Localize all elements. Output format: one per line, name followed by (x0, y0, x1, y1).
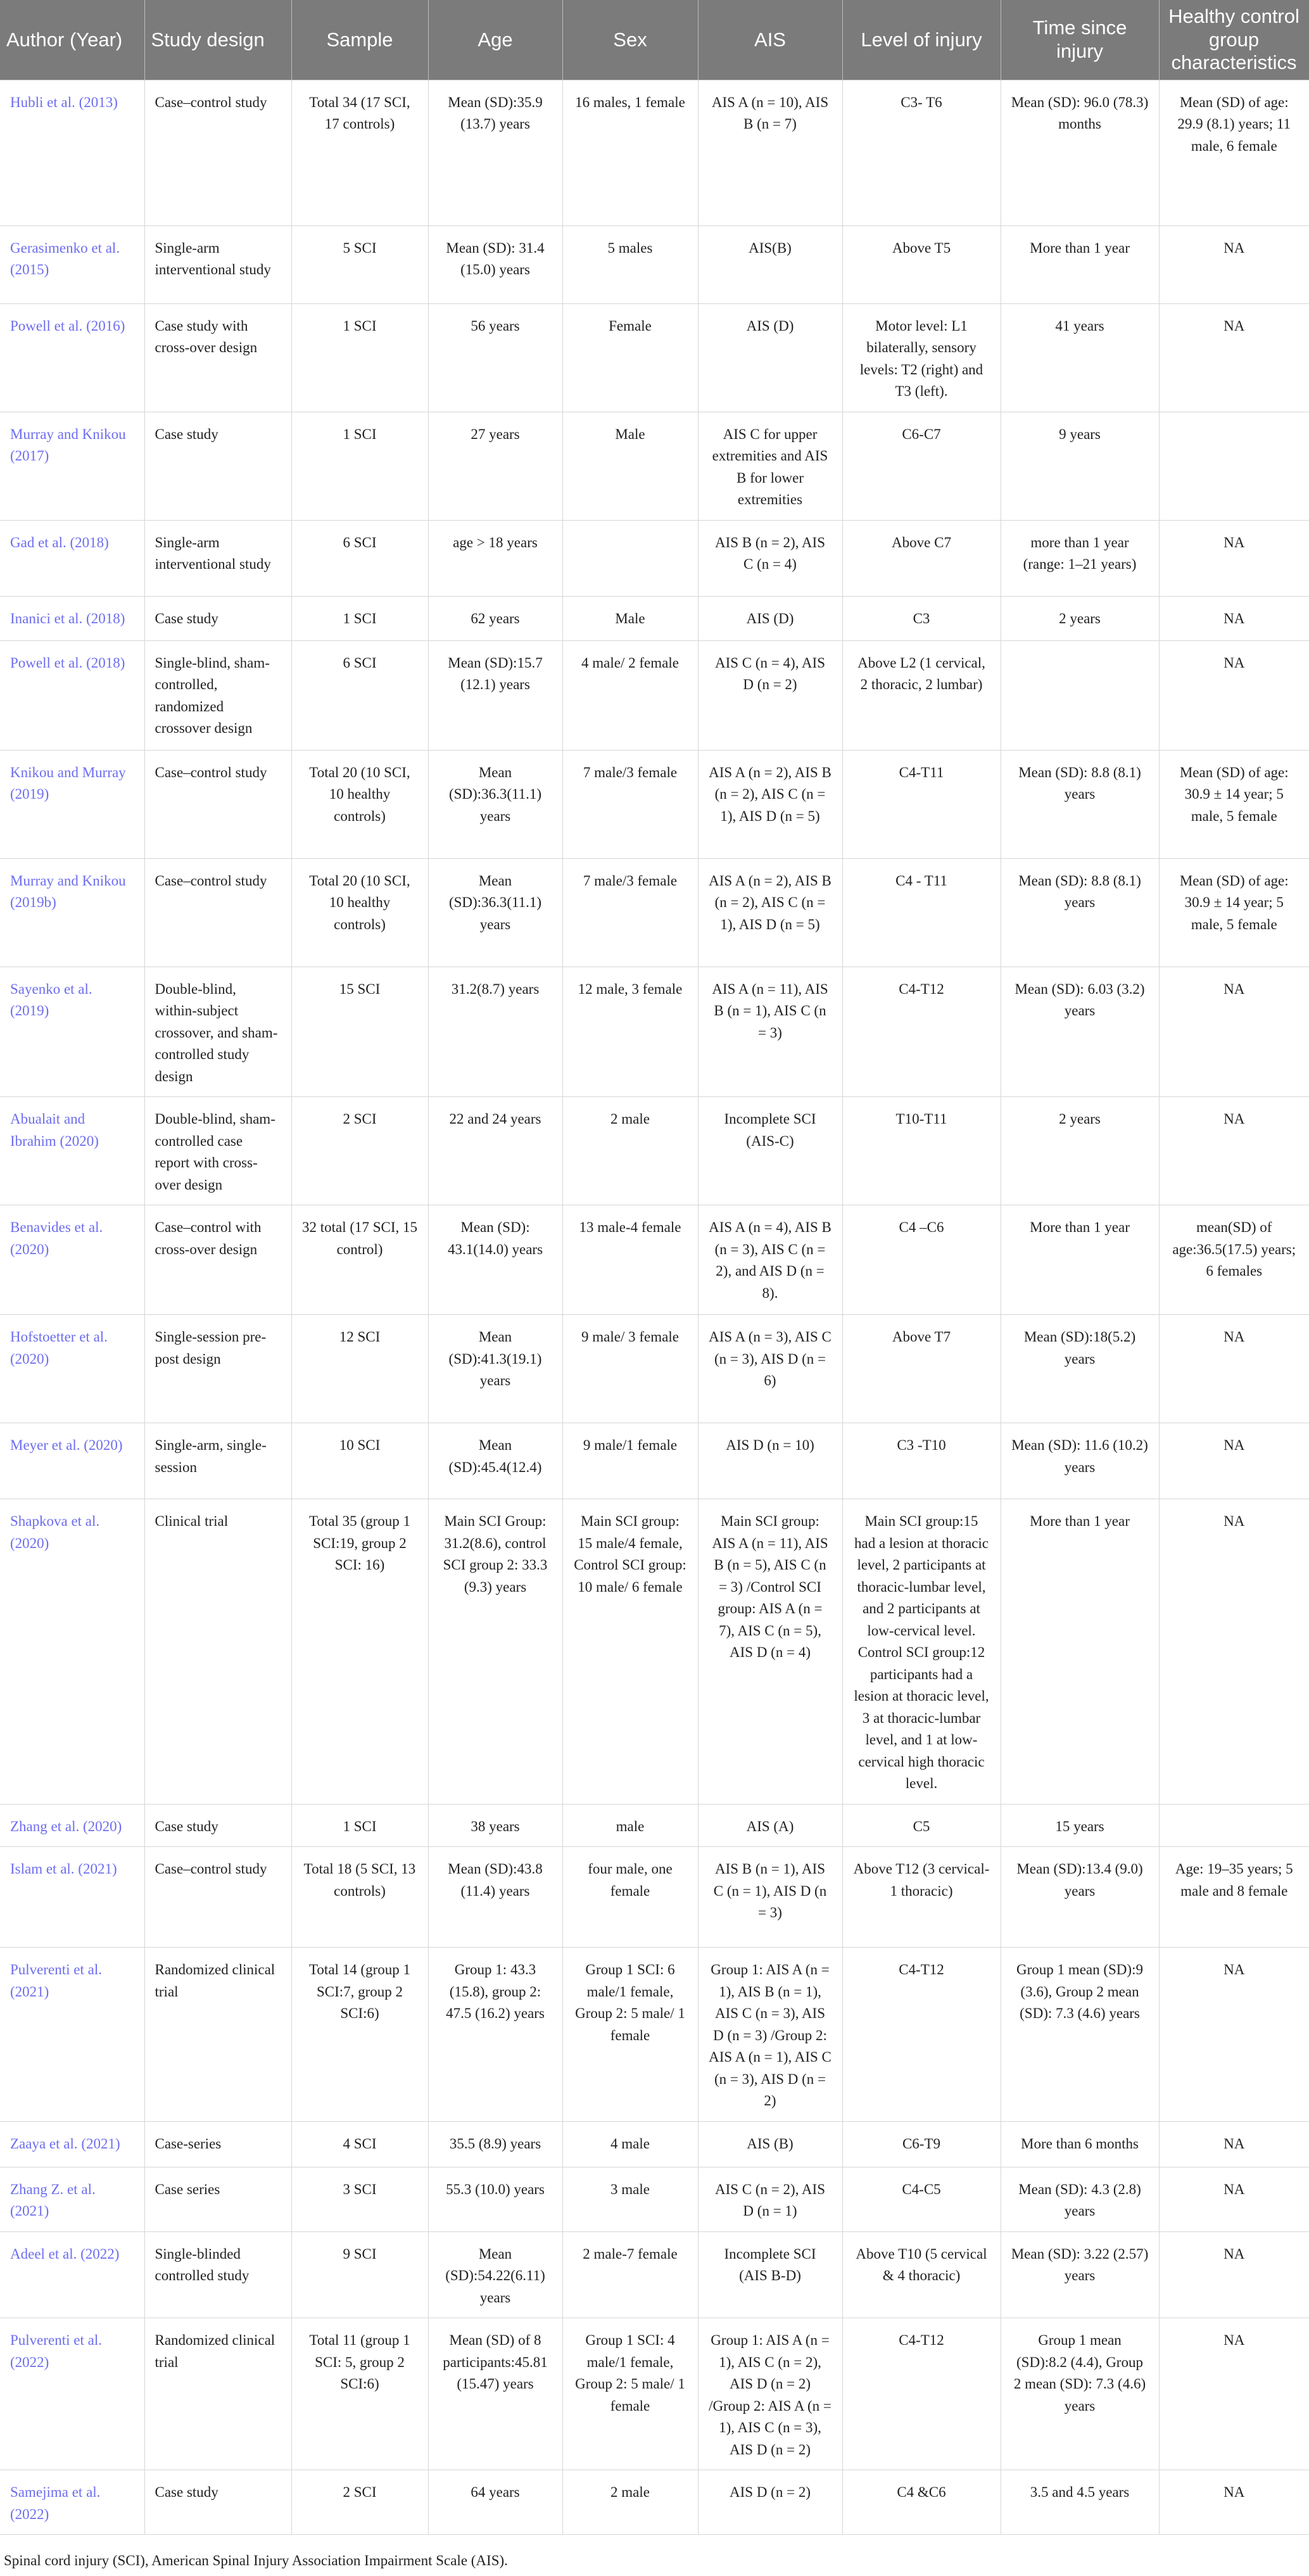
cell-age: Mean (SD):54.22(6.11) years (428, 2231, 562, 2318)
cell-author[interactable]: Pulverenti et al. (2022) (0, 2318, 144, 2470)
cell-ais: AIS (A) (698, 1804, 842, 1847)
cell-healthy-control: Mean (SD) of age: 29.9 (8.1) years; 11 male, 6 female (1159, 80, 1309, 225)
cell-age: 31.2(8.7) years (428, 967, 562, 1097)
cell-study-design: Single-arm interventional study (144, 520, 291, 596)
cell-age: Mean (SD):45.4(12.4) (428, 1423, 562, 1499)
cell-sample: 9 SCI (291, 2231, 428, 2318)
cell-age: Mean (SD):36.3(11.1) years (428, 858, 562, 967)
cell-level-of-injury: C4-T12 (842, 2318, 1001, 2470)
cell-ais: AIS D (n = 2) (698, 2470, 842, 2535)
cell-healthy-control: Mean (SD) of age: 30.9 ± 14 year; 5 male, 5 female (1159, 858, 1309, 967)
cell-ais: AIS B (n = 1), AIS C (n = 1), AIS D (n = 3) (698, 1847, 842, 1948)
cell-author[interactable]: Adeel et al. (2022) (0, 2231, 144, 2318)
cell-level-of-injury: Above C7 (842, 520, 1001, 596)
cell-healthy-control: NA (1159, 640, 1309, 750)
table-row (0, 303, 1309, 412)
cell-sex: Main SCI group: 15 male/4 female, Control SCI group: 10 male/ 6 female (562, 1499, 698, 1805)
cell-ais: Group 1: AIS A (n = 1), AIS C (n = 2), AIS D (n = 2) /Group 2: AIS A (n = 1), AIS C (n = 3), AIS D (n = 2) (698, 2318, 842, 2470)
cell-time-since-injury: Mean (SD):13.4 (9.0) years (1001, 1847, 1159, 1948)
cell-healthy-control: NA (1159, 2470, 1309, 2535)
table-row (0, 640, 1309, 750)
cell-author[interactable]: Powell et al. (2016) (0, 303, 144, 412)
table-row (0, 1804, 1309, 1847)
cell-level-of-injury: C4-C5 (842, 2167, 1001, 2231)
cell-author[interactable]: Benavides et al. (2020) (0, 1205, 144, 1315)
cell-author[interactable]: Murray and Knikou (2019b) (0, 858, 144, 967)
cell-level-of-injury: Motor level: L1 bilaterally, sensory levels: T2 (right) and T3 (left). (842, 303, 1001, 412)
cell-sex: Male (562, 596, 698, 640)
cell-time-since-injury: 2 years (1001, 596, 1159, 640)
cell-time-since-injury: More than 6 months (1001, 2121, 1159, 2167)
cell-ais: Group 1: AIS A (n = 1), AIS B (n = 1), AIS C (n = 3), AIS D (n = 3) /Group 2: AIS A (n = 1), AIS C (n = 3), AIS D (n = 2) (698, 1948, 842, 2122)
header-level-of-injury: Level of injury (842, 0, 1001, 80)
cell-age: Mean (SD) of 8 participants:45.81 (15.47) years (428, 2318, 562, 2470)
cell-author[interactable]: Inanici et al. (2018) (0, 596, 144, 640)
cell-ais: AIS (D) (698, 596, 842, 640)
cell-level-of-injury: C6-T9 (842, 2121, 1001, 2167)
cell-study-design: Case–control study (144, 80, 291, 225)
cell-ais: Incomplete SCI (AIS B-D) (698, 2231, 842, 2318)
cell-healthy-control: NA (1159, 967, 1309, 1097)
cell-healthy-control: NA (1159, 1097, 1309, 1205)
cell-study-design: Case study (144, 2470, 291, 2535)
cell-healthy-control: NA (1159, 1948, 1309, 2122)
cell-study-design: Case–control study (144, 858, 291, 967)
cell-author[interactable]: Powell et al. (2018) (0, 640, 144, 750)
cell-study-design: Clinical trial (144, 1499, 291, 1805)
cell-level-of-injury: Above T5 (842, 225, 1001, 303)
cell-age: Mean (SD):43.8 (11.4) years (428, 1847, 562, 1948)
table-row (0, 1499, 1309, 1805)
cell-author[interactable]: Hubli et al. (2013) (0, 80, 144, 225)
cell-author[interactable]: Zhang Z. et al. (2021) (0, 2167, 144, 2231)
cell-time-since-injury: Mean (SD): 11.6 (10.2) years (1001, 1423, 1159, 1499)
header-ais: AIS (698, 0, 842, 80)
table-row (0, 1423, 1309, 1499)
cell-sample: 2 SCI (291, 2470, 428, 2535)
cell-study-design: Case-series (144, 2121, 291, 2167)
cell-study-design: Case study (144, 1804, 291, 1847)
cell-age: Mean (SD):15.7 (12.1) years (428, 640, 562, 750)
cell-author[interactable]: Zhang et al. (2020) (0, 1804, 144, 1847)
cell-healthy-control: NA (1159, 1315, 1309, 1423)
cell-time-since-injury: More than 1 year (1001, 225, 1159, 303)
cell-level-of-injury: C3 (842, 596, 1001, 640)
cell-healthy-control: Mean (SD) of age: 30.9 ± 14 year; 5 male, 5 female (1159, 750, 1309, 858)
table-row (0, 412, 1309, 520)
cell-sample: 6 SCI (291, 520, 428, 596)
cell-sample: Total 35 (group 1 SCI:19, group 2 SCI: 16) (291, 1499, 428, 1805)
cell-study-design: Case–control study (144, 1847, 291, 1948)
table-footnote: Spinal cord injury (SCI), American Spinal Injury Association Impairment Scale (AIS). (4, 2553, 508, 2568)
cell-study-design: Single-blinded controlled study (144, 2231, 291, 2318)
table-row (0, 1948, 1309, 2122)
table-row (0, 1097, 1309, 1205)
cell-ais: AIS A (n = 4), AIS B (n = 3), AIS C (n = 2), and AIS D (n = 8). (698, 1205, 842, 1315)
cell-study-design: Randomized clinical trial (144, 1948, 291, 2122)
table-row (0, 520, 1309, 596)
cell-age: 56 years (428, 303, 562, 412)
cell-sample: 6 SCI (291, 640, 428, 750)
cell-sample: 2 SCI (291, 1097, 428, 1205)
cell-age: 27 years (428, 412, 562, 520)
cell-ais: AIS A (n = 11), AIS B (n = 1), AIS C (n = 3) (698, 967, 842, 1097)
cell-sample: 1 SCI (291, 412, 428, 520)
cell-age: 38 years (428, 1804, 562, 1847)
cell-age: 35.5 (8.9) years (428, 2121, 562, 2167)
cell-level-of-injury: Above T10 (5 cervical & 4 thoracic) (842, 2231, 1001, 2318)
cell-level-of-injury: T10-T11 (842, 1097, 1001, 1205)
cell-sample: 15 SCI (291, 967, 428, 1097)
cell-sex: 9 male/ 3 female (562, 1315, 698, 1423)
cell-sex: 3 male (562, 2167, 698, 2231)
cell-level-of-injury: Above T7 (842, 1315, 1001, 1423)
table-row (0, 2470, 1309, 2535)
table-row (0, 750, 1309, 858)
cell-time-since-injury: More than 1 year (1001, 1205, 1159, 1315)
cell-time-since-injury: Group 1 mean (SD):8.2 (4.4), Group 2 mean (SD): 7.3 (4.6) years (1001, 2318, 1159, 2470)
cell-age: Mean (SD): 43.1(14.0) years (428, 1205, 562, 1315)
table-row (0, 967, 1309, 1097)
table-row (0, 858, 1309, 967)
cell-sample: 1 SCI (291, 303, 428, 412)
cell-sample: 4 SCI (291, 2121, 428, 2167)
cell-ais: AIS (B) (698, 2121, 842, 2167)
cell-author[interactable]: Sayenko et al. (2019) (0, 967, 144, 1097)
table-body (0, 80, 1309, 2535)
cell-healthy-control: NA (1159, 2167, 1309, 2231)
cell-study-design: Double-blind, within-subject crossover, and sham-controlled study design (144, 967, 291, 1097)
cell-time-since-injury: 15 years (1001, 1804, 1159, 1847)
cell-healthy-control: NA (1159, 2121, 1309, 2167)
cell-sample: 1 SCI (291, 596, 428, 640)
cell-author[interactable]: Abualait and Ibrahim (2020) (0, 1097, 144, 1205)
cell-sample: 1 SCI (291, 1804, 428, 1847)
cell-time-since-injury: 2 years (1001, 1097, 1159, 1205)
cell-time-since-injury: Mean (SD): 8.8 (8.1) years (1001, 750, 1159, 858)
header-healthy-control: Healthy control group characteristics (1159, 0, 1309, 80)
cell-time-since-injury: Mean (SD):18(5.2) years (1001, 1315, 1159, 1423)
cell-age: Mean (SD):36.3(11.1) years (428, 750, 562, 858)
table-row (0, 1847, 1309, 1948)
cell-author[interactable]: Pulverenti et al. (2021) (0, 1948, 144, 2122)
table-row (0, 2318, 1309, 2470)
cell-sex: male (562, 1804, 698, 1847)
cell-healthy-control (1159, 1804, 1309, 1847)
table-row (0, 596, 1309, 640)
cell-healthy-control: mean(SD) of age:36.5(17.5) years; 6 females (1159, 1205, 1309, 1315)
cell-sex: 2 male-7 female (562, 2231, 698, 2318)
cell-level-of-injury: C5 (842, 1804, 1001, 1847)
cell-sex: Male (562, 412, 698, 520)
cell-time-since-injury: Mean (SD): 96.0 (78.3) months (1001, 80, 1159, 225)
cell-sample: 3 SCI (291, 2167, 428, 2231)
cell-study-design: Single-arm interventional study (144, 225, 291, 303)
cell-sex: 2 male (562, 1097, 698, 1205)
cell-level-of-injury: C4-T12 (842, 1948, 1001, 2122)
cell-sex: 4 male/ 2 female (562, 640, 698, 750)
header-time-since-injury: Time since injury (1001, 0, 1159, 80)
table-row (0, 2167, 1309, 2231)
cell-ais: AIS A (n = 10), AIS B (n = 7) (698, 80, 842, 225)
cell-age: Group 1: 43.3 (15.8), group 2: 47.5 (16.2) years (428, 1948, 562, 2122)
cell-sample: 10 SCI (291, 1423, 428, 1499)
cell-level-of-injury: C4 –C6 (842, 1205, 1001, 1315)
cell-time-since-injury (1001, 640, 1159, 750)
cell-age: age > 18 years (428, 520, 562, 596)
table-row (0, 2121, 1309, 2167)
cell-author[interactable]: Gad et al. (2018) (0, 520, 144, 596)
cell-healthy-control: NA (1159, 2231, 1309, 2318)
cell-age: Mean (SD):41.3(19.1) years (428, 1315, 562, 1423)
cell-ais: AIS A (n = 2), AIS B (n = 2), AIS C (n = 1), AIS D (n = 5) (698, 750, 842, 858)
table-row (0, 1315, 1309, 1423)
cell-author[interactable]: Murray and Knikou (2017) (0, 412, 144, 520)
header-author: Author (Year) (0, 0, 144, 80)
cell-author[interactable]: Knikou and Murray (2019) (0, 750, 144, 858)
cell-ais: AIS (D) (698, 303, 842, 412)
cell-age: Mean (SD):35.9 (13.7) years (428, 80, 562, 225)
cell-healthy-control (1159, 412, 1309, 520)
cell-ais: AIS B (n = 2), AIS C (n = 4) (698, 520, 842, 596)
cell-sex: 7 male/3 female (562, 858, 698, 967)
cell-sex: Group 1 SCI: 4 male/1 female, Group 2: 5 male/ 1 female (562, 2318, 698, 2470)
cell-healthy-control: Age: 19–35 years; 5 male and 8 female (1159, 1847, 1309, 1948)
table-row (0, 80, 1309, 225)
header-sex: Sex (562, 0, 698, 80)
cell-author[interactable]: Meyer et al. (2020) (0, 1423, 144, 1499)
cell-ais: AIS C (n = 4), AIS D (n = 2) (698, 640, 842, 750)
cell-age: 22 and 24 years (428, 1097, 562, 1205)
cell-ais: AIS(B) (698, 225, 842, 303)
cell-level-of-injury: Above T12 (3 cervical-1 thoracic) (842, 1847, 1001, 1948)
cell-age: 64 years (428, 2470, 562, 2535)
table-header-row (0, 0, 1309, 80)
cell-sample: 32 total (17 SCI, 15 control) (291, 1205, 428, 1315)
cell-ais: Main SCI group: AIS A (n = 11), AIS B (n = 5), AIS C (n = 3) /Control SCI group: AIS A (n = 7), AIS C (n = 5), AIS D (n = 4) (698, 1499, 842, 1805)
table-row (0, 1205, 1309, 1315)
cell-sample: Total 34 (17 SCI, 17 controls) (291, 80, 428, 225)
header-study-design: Study design (144, 0, 291, 80)
cell-sex: 5 males (562, 225, 698, 303)
cell-author[interactable]: Samejima et al. (2022) (0, 2470, 144, 2535)
cell-study-design: Case–control study (144, 750, 291, 858)
cell-ais: Incomplete SCI (AIS-C) (698, 1097, 842, 1205)
cell-time-since-injury: 41 years (1001, 303, 1159, 412)
cell-age: 55.3 (10.0) years (428, 2167, 562, 2231)
cell-author[interactable]: Islam et al. (2021) (0, 1847, 144, 1948)
cell-time-since-injury: Mean (SD): 4.3 (2.8) years (1001, 2167, 1159, 2231)
cell-author[interactable]: Gerasimenko et al. (2015) (0, 225, 144, 303)
cell-study-design: Case study with cross-over design (144, 303, 291, 412)
cell-sample: 12 SCI (291, 1315, 428, 1423)
header-age: Age (428, 0, 562, 80)
cell-study-design: Single-session pre-post design (144, 1315, 291, 1423)
cell-study-design: Single-arm, single-session (144, 1423, 291, 1499)
cell-level-of-injury: Above L2 (1 cervical, 2 thoracic, 2 lumbar) (842, 640, 1001, 750)
cell-sex: 13 male-4 female (562, 1205, 698, 1315)
cell-age: Mean (SD): 31.4 (15.0) years (428, 225, 562, 303)
cell-level-of-injury: C4 - T11 (842, 858, 1001, 967)
cell-level-of-injury: C6-C7 (842, 412, 1001, 520)
cell-level-of-injury: C4-T11 (842, 750, 1001, 858)
table-row (0, 225, 1309, 303)
cell-age: 62 years (428, 596, 562, 640)
cell-study-design: Case study (144, 412, 291, 520)
cell-age: Main SCI Group: 31.2(8.6), control SCI group 2: 33.3 (9.3) years (428, 1499, 562, 1805)
cell-ais: AIS C (n = 2), AIS D (n = 1) (698, 2167, 842, 2231)
cell-healthy-control: NA (1159, 2318, 1309, 2470)
cell-sample: Total 14 (group 1 SCI:7, group 2 SCI:6) (291, 1948, 428, 2122)
cell-healthy-control: NA (1159, 1499, 1309, 1805)
cell-time-since-injury: Mean (SD): 6.03 (3.2) years (1001, 967, 1159, 1097)
cell-time-since-injury: more than 1 year (range: 1–21 years) (1001, 520, 1159, 596)
cell-healthy-control: NA (1159, 303, 1309, 412)
cell-healthy-control: NA (1159, 520, 1309, 596)
cell-level-of-injury: C3- T6 (842, 80, 1001, 225)
cell-sex: 12 male, 3 female (562, 967, 698, 1097)
cell-author[interactable]: Hofstoetter et al. (2020) (0, 1315, 144, 1423)
cell-study-design: Randomized clinical trial (144, 2318, 291, 2470)
cell-time-since-injury: 9 years (1001, 412, 1159, 520)
cell-level-of-injury: C4 &C6 (842, 2470, 1001, 2535)
cell-study-design: Case series (144, 2167, 291, 2231)
cell-sample: Total 18 (5 SCI, 13 controls) (291, 1847, 428, 1948)
cell-time-since-injury: Group 1 mean (SD):9 (3.6), Group 2 mean (SD): 7.3 (4.6) years (1001, 1948, 1159, 2122)
cell-study-design: Single-blind, sham-controlled, randomized crossover design (144, 640, 291, 750)
cell-ais: AIS C for upper extremities and AIS B for lower extremities (698, 412, 842, 520)
cell-author[interactable]: Shapkova et al. (2020) (0, 1499, 144, 1805)
cell-ais: AIS A (n = 2), AIS B (n = 2), AIS C (n = 1), AIS D (n = 5) (698, 858, 842, 967)
cell-sex: four male, one female (562, 1847, 698, 1948)
cell-sample: Total 11 (group 1 SCI: 5, group 2 SCI:6) (291, 2318, 428, 2470)
cell-author[interactable]: Zaaya et al. (2021) (0, 2121, 144, 2167)
cell-sample: Total 20 (10 SCI, 10 healthy controls) (291, 858, 428, 967)
cell-sample: Total 20 (10 SCI, 10 healthy controls) (291, 750, 428, 858)
cell-sex (562, 520, 698, 596)
cell-study-design: Case study (144, 596, 291, 640)
cell-time-since-injury: Mean (SD): 8.8 (8.1) years (1001, 858, 1159, 967)
header-sample: Sample (291, 0, 428, 80)
cell-sex: 7 male/3 female (562, 750, 698, 858)
cell-level-of-injury: C3 -T10 (842, 1423, 1001, 1499)
cell-healthy-control: NA (1159, 1423, 1309, 1499)
cell-healthy-control: NA (1159, 596, 1309, 640)
cell-level-of-injury: Main SCI group:15 had a lesion at thoracic level, 2 participants at thoracic-lumbar level, and 2 participants at low-cervical level. Control SCI group:12 participants had a lesion at thoracic level, 3 at thoracic-lumbar level, and 1 at low-cervical high thoracic level. (842, 1499, 1001, 1805)
cell-study-design: Double-blind, sham-controlled case report with cross-over design (144, 1097, 291, 1205)
cell-sample: 5 SCI (291, 225, 428, 303)
table-row (0, 2231, 1309, 2318)
cell-level-of-injury: C4-T12 (842, 967, 1001, 1097)
cell-ais: AIS D (n = 10) (698, 1423, 842, 1499)
cell-healthy-control: NA (1159, 225, 1309, 303)
cell-sex: 16 males, 1 female (562, 80, 698, 225)
cell-sex: Female (562, 303, 698, 412)
cell-sex: 4 male (562, 2121, 698, 2167)
cell-time-since-injury: More than 1 year (1001, 1499, 1159, 1805)
cell-sex: 2 male (562, 2470, 698, 2535)
cell-time-since-injury: Mean (SD): 3.22 (2.57) years (1001, 2231, 1159, 2318)
cell-study-design: Case–control with cross-over design (144, 1205, 291, 1315)
cell-time-since-injury: 3.5 and 4.5 years (1001, 2470, 1159, 2535)
cell-sex: Group 1 SCI: 6 male/1 female, Group 2: 5 male/ 1 female (562, 1948, 698, 2122)
cell-sex: 9 male/1 female (562, 1423, 698, 1499)
cell-ais: AIS A (n = 3), AIS C (n = 3), AIS D (n = 6) (698, 1315, 842, 1423)
